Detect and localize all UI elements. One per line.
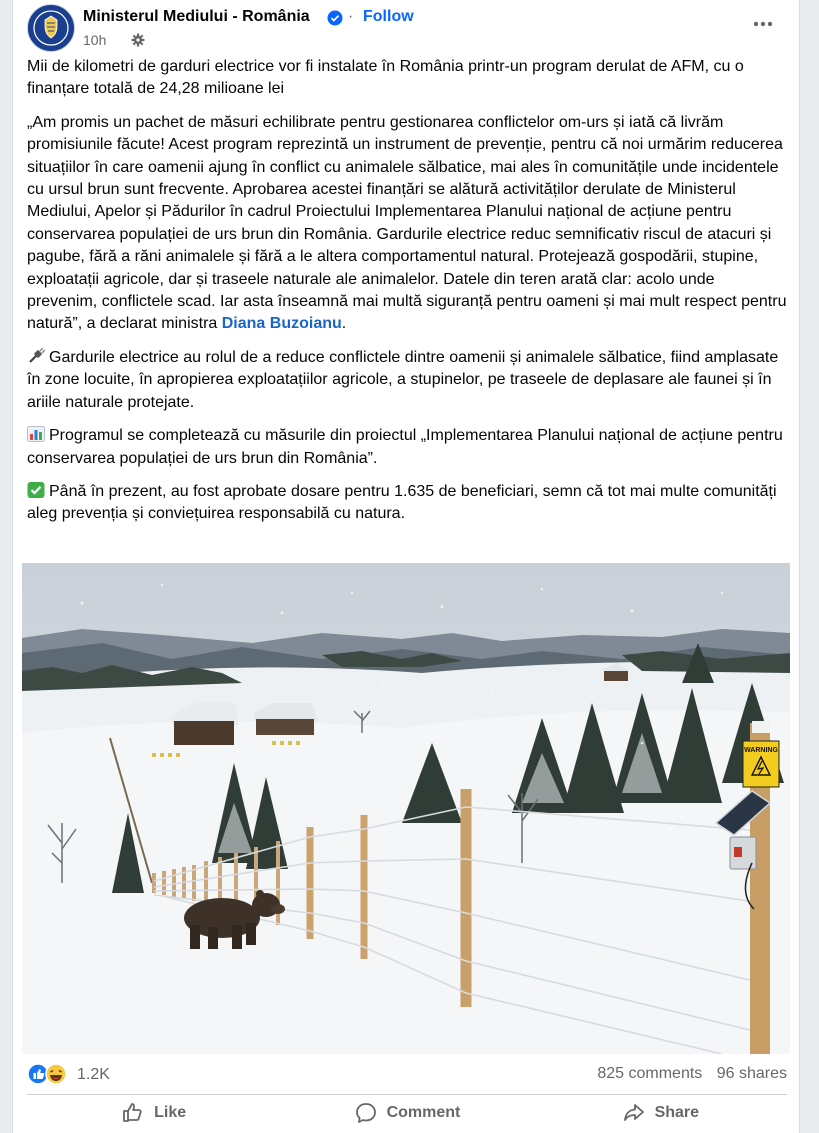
bullet-text-2: Programul se completează cu măsurile din proiectul „Implementarea Planului național de acțiune pentru conservarea populației de urs brun din România”. (27, 427, 783, 467)
like-reaction-icon (28, 1064, 48, 1084)
share-button[interactable] (534, 1096, 787, 1130)
warning-sign (743, 741, 779, 787)
like-icon (121, 1101, 145, 1125)
post-body (27, 56, 787, 537)
snowy-landscape-image (22, 563, 790, 1054)
like-button[interactable] (27, 1096, 280, 1130)
mention-link[interactable]: Diana Buzoianu (221, 315, 342, 333)
post-quote (27, 112, 787, 336)
comment-icon (354, 1101, 378, 1125)
bar-chart-icon (27, 426, 45, 442)
bullet-text-3: Până în prezent, au fost aprobate dosare pentru 1.635 de beneficiari, semn că tot mai multe comunități aleg prevenția și conviețuirea responsabilă cu natura. (27, 482, 777, 523)
share-label: Share (654, 1104, 700, 1121)
post-card (12, 0, 800, 1133)
post-stats (27, 1060, 787, 1090)
ministry-logo-icon[interactable] (27, 4, 75, 52)
haha-reaction-icon (46, 1064, 66, 1084)
reaction-count[interactable]: 1.2K (77, 1066, 110, 1083)
quote-text: „Am promis un pachet de măsuri echilibrate pentru gestionarea conflictelor om-urs și iată că livrăm promisiunile făcute! Acest program reprezintă un instrument de prevenție, pentru că noi urmărim reducerea situațiilor în care oamenii ajung în conflict cu animalele sălbatice, mai ales în comunitățile unde incidentele cu ursul brun sunt frecvente. Aprobarea acestei finanțări se alătură activităților derulate de Ministerul Mediului, Apelor și Pădurilor în cadrul Proiectului Implementarea Planului național de acțiune pentru conservarea populației de urs brun din România. Gardurile electrice reduc semnificativ riscul de atacuri și pagube, fără a răni animalele și fără a le altera comportamentul natural. Protejează gospodării, stupine, exploatații agricole, dar și traseele naturale ale animalelor. Datele din teren arată clar: acolo unde prevenim, conflictele scad. Iar asta înseamnă mai multă siguranță pentru oameni și mai mult respect pentru natură”, a declarat ministra (27, 113, 787, 333)
comments-count[interactable]: 825 comments (597, 1065, 703, 1082)
post-header (27, 4, 787, 50)
like-label: Like (154, 1104, 187, 1121)
share-icon (622, 1101, 646, 1125)
more-options-icon[interactable] (749, 14, 777, 34)
post-timestamp[interactable]: 10h (83, 32, 107, 48)
post-actions (27, 1096, 787, 1130)
comment-button[interactable] (280, 1096, 533, 1130)
gear-icon[interactable] (131, 33, 145, 47)
bullet-paragraph-2 (27, 425, 787, 470)
follow-button[interactable]: Follow (363, 8, 414, 25)
post-photo[interactable] (22, 563, 790, 1054)
comment-label: Comment (386, 1104, 461, 1121)
bullet-paragraph-1 (27, 347, 787, 414)
page-name-link[interactable]: Ministerul Mediului - România (83, 8, 310, 25)
bullet-text-1: Gardurile electrice au rolul de a reduce conflictele dintre oamenii și animalele sălbatice, fiind amplasate în zone locuite, în apropierea exploatațiilor agricole, a stupinelor, pe traseele de deplasare ale faunei și în ariile naturale protejate. (27, 348, 779, 411)
engagement-counts (587, 1065, 787, 1083)
post-headline: Mii de kilometri de garduri electrice vor fi instalate în România printr-un program derulat de AFM, cu o finanțare totală de 24,28 milioane lei (27, 58, 744, 98)
separator-dot: · (348, 8, 354, 25)
shares-count[interactable]: 96 shares (716, 1065, 787, 1082)
actions-divider (27, 1094, 787, 1095)
plug-icon (27, 348, 45, 364)
warning-sign-text: WARNING (744, 747, 778, 754)
reaction-icons[interactable] (27, 1063, 71, 1085)
verified-badge-icon (327, 10, 343, 26)
mention-suffix: . (341, 315, 347, 333)
check-mark-icon (27, 482, 45, 498)
bullet-paragraph-3 (27, 481, 787, 526)
